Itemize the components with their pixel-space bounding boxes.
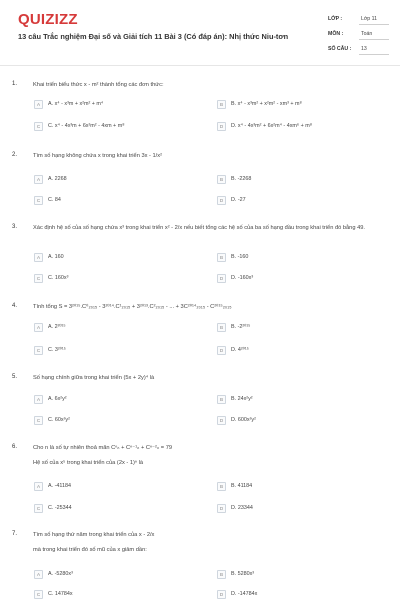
meta-underline: [359, 54, 389, 55]
question-number: 5.: [12, 374, 18, 380]
option-letter: B: [217, 395, 226, 404]
question-text: Tính tổng S = 3²⁰¹⁵.C⁰₂₀₁₅ - 3²⁰¹⁴.C¹₂₀₁₅ + 3²⁰¹³.C²₂₀₁₅ - ... + 3C²⁰¹⁴₂₀₁₅ - C²⁰¹⁵₂₀₁₅: [33, 304, 232, 310]
option-b[interactable]: [217, 174, 251, 184]
option-text: B. -160: [231, 254, 249, 260]
option-text: C. -25344: [48, 505, 72, 511]
option-c[interactable]: [34, 121, 124, 131]
option-letter: B: [217, 175, 226, 184]
option-a[interactable]: [34, 252, 64, 262]
option-letter: D: [217, 504, 226, 513]
option-text: D. 600x²y²: [231, 417, 256, 423]
document-header: [0, 0, 400, 66]
option-b[interactable]: [217, 569, 254, 579]
option-letter: C: [34, 590, 43, 599]
option-letter: A: [34, 570, 43, 579]
question-number: 6.: [12, 444, 18, 450]
option-text: B. -2²⁰¹⁵: [231, 324, 251, 330]
option-c[interactable]: [34, 415, 70, 425]
option-text: D. 4²⁰¹⁵: [231, 347, 249, 353]
option-letter: A: [34, 175, 43, 184]
option-d[interactable]: [217, 589, 257, 599]
meta-label: LỚP :: [328, 16, 343, 22]
option-text: D. -27: [231, 197, 246, 203]
question-number: 1.: [12, 81, 18, 87]
option-text: A. 2²⁰¹⁵: [48, 324, 66, 330]
option-letter: A: [34, 482, 43, 491]
option-letter: C: [34, 346, 43, 355]
meta-underline: [359, 24, 389, 25]
option-text: D. 23344: [231, 505, 253, 511]
option-a[interactable]: [34, 481, 71, 491]
meta-value: Toán: [361, 31, 373, 37]
question-text: Tìm số hạng thứ năm trong khai triển của x - 2/x: [33, 532, 155, 538]
option-text: A. 6x²y²: [48, 396, 67, 402]
document-title: 13 câu Trắc nghiệm Đại số và Giải tích 11 Bài 3 (Có đáp án): Nhị thức Niu-tơn: [18, 32, 289, 41]
option-text: B. -2268: [231, 176, 252, 182]
option-c[interactable]: [34, 195, 61, 205]
question-text-line-2: Hệ số của x⁵ trong khai triển của (2x - 1)ⁿ là: [33, 460, 144, 466]
option-letter: C: [34, 274, 43, 283]
question-number: 3.: [12, 224, 18, 230]
question-text-line-2: mà trong khai triển đó số mũ của x giảm dần:: [33, 547, 147, 553]
option-text: C. 3²⁰¹⁵: [48, 347, 66, 353]
question-text: Tìm số hạng không chứa x trong khai triển 3x - 1/x²: [33, 153, 162, 159]
option-d[interactable]: [217, 345, 249, 355]
option-c[interactable]: [34, 345, 66, 355]
option-a[interactable]: [34, 99, 103, 109]
option-d[interactable]: [217, 121, 312, 131]
option-text: B. 24x²y²: [231, 396, 253, 402]
meta-underline: [359, 39, 389, 40]
option-b[interactable]: [217, 481, 252, 491]
option-a[interactable]: [34, 394, 67, 404]
option-b[interactable]: [217, 322, 250, 332]
meta-label: MÔN :: [328, 31, 344, 37]
option-letter: A: [34, 323, 43, 332]
option-text: C. 84: [48, 197, 61, 203]
option-letter: A: [34, 395, 43, 404]
question-number: 2.: [12, 152, 18, 158]
question-text: Cho n là số tự nhiên thoả mãn Cⁿₙ + Cⁿ⁻¹ₙ + Cⁿ⁻²ₙ = 79: [33, 445, 173, 451]
option-letter: D: [217, 416, 226, 425]
option-b[interactable]: [217, 99, 302, 109]
option-text: A. -41184: [48, 483, 71, 489]
question-text: Số hạng chính giữa trong khai triển (5x + 2y)⁴ là: [33, 375, 155, 381]
option-letter: C: [34, 504, 43, 513]
option-a[interactable]: [34, 569, 73, 579]
meta-label: SỐ CÂU :: [328, 46, 352, 52]
option-d[interactable]: [217, 503, 253, 513]
question-number: 4.: [12, 303, 18, 309]
option-d[interactable]: [217, 273, 253, 283]
option-text: B. 5280x³: [231, 571, 255, 577]
meta-value: 13: [361, 46, 367, 52]
option-a[interactable]: [34, 322, 66, 332]
option-b[interactable]: [217, 252, 248, 262]
option-letter: B: [217, 253, 226, 262]
option-letter: C: [34, 122, 43, 131]
option-d[interactable]: [217, 195, 246, 205]
option-d[interactable]: [217, 415, 256, 425]
option-c[interactable]: [34, 273, 68, 283]
option-text: C. 14784x: [48, 591, 73, 597]
option-letter: A: [34, 253, 43, 262]
question-number: 7.: [12, 531, 18, 537]
option-text: D. -14784x: [231, 591, 258, 597]
option-c[interactable]: [34, 503, 72, 513]
option-letter: D: [217, 196, 226, 205]
option-letter: C: [34, 196, 43, 205]
question-text: Xác định hệ số của số hạng chứa x³ trong khai triển x² - 2/x nếu biết tổng các hệ số của ba số hạng đầu trong khai triển đó bằng 49.: [33, 225, 365, 231]
option-a[interactable]: [34, 174, 67, 184]
option-b[interactable]: [217, 394, 253, 404]
option-c[interactable]: [34, 589, 73, 599]
option-text: A. 160: [48, 254, 64, 260]
option-text: A. -5280x³: [48, 571, 73, 577]
option-letter: B: [217, 482, 226, 491]
option-letter: C: [34, 416, 43, 425]
option-letter: B: [217, 570, 226, 579]
option-text: C. 60x²y²: [48, 417, 70, 423]
option-text: C. 160x³: [48, 275, 69, 281]
question-text: Khai triển biểu thức x - m² thành tổng các đơn thức:: [33, 82, 164, 88]
option-letter: D: [217, 346, 226, 355]
option-letter: B: [217, 323, 226, 332]
option-letter: D: [217, 274, 226, 283]
option-text: D. -160x³: [231, 275, 254, 281]
meta-value: Lớp 11: [361, 16, 377, 22]
option-text: D. x⁴ - 4x³m² + 6x²m⁴ - 4xm⁶ + m⁸: [231, 123, 313, 129]
option-text: B. 41184: [231, 483, 253, 489]
option-text: A. 2268: [48, 176, 67, 182]
option-letter: D: [217, 590, 226, 599]
quizizz-logo: QUIZIZZ: [18, 11, 78, 28]
option-text: A. x⁴ - x³m + x²m² + m⁴: [48, 101, 104, 107]
option-letter: B: [217, 100, 226, 109]
option-letter: A: [34, 100, 43, 109]
option-text: C. x⁴ - 4x³m + 6x²m² - 4xm + m⁸: [48, 123, 125, 129]
option-letter: D: [217, 122, 226, 131]
option-text: B. x⁴ - x³m² + x²m² - xm³ + m⁸: [231, 101, 302, 107]
